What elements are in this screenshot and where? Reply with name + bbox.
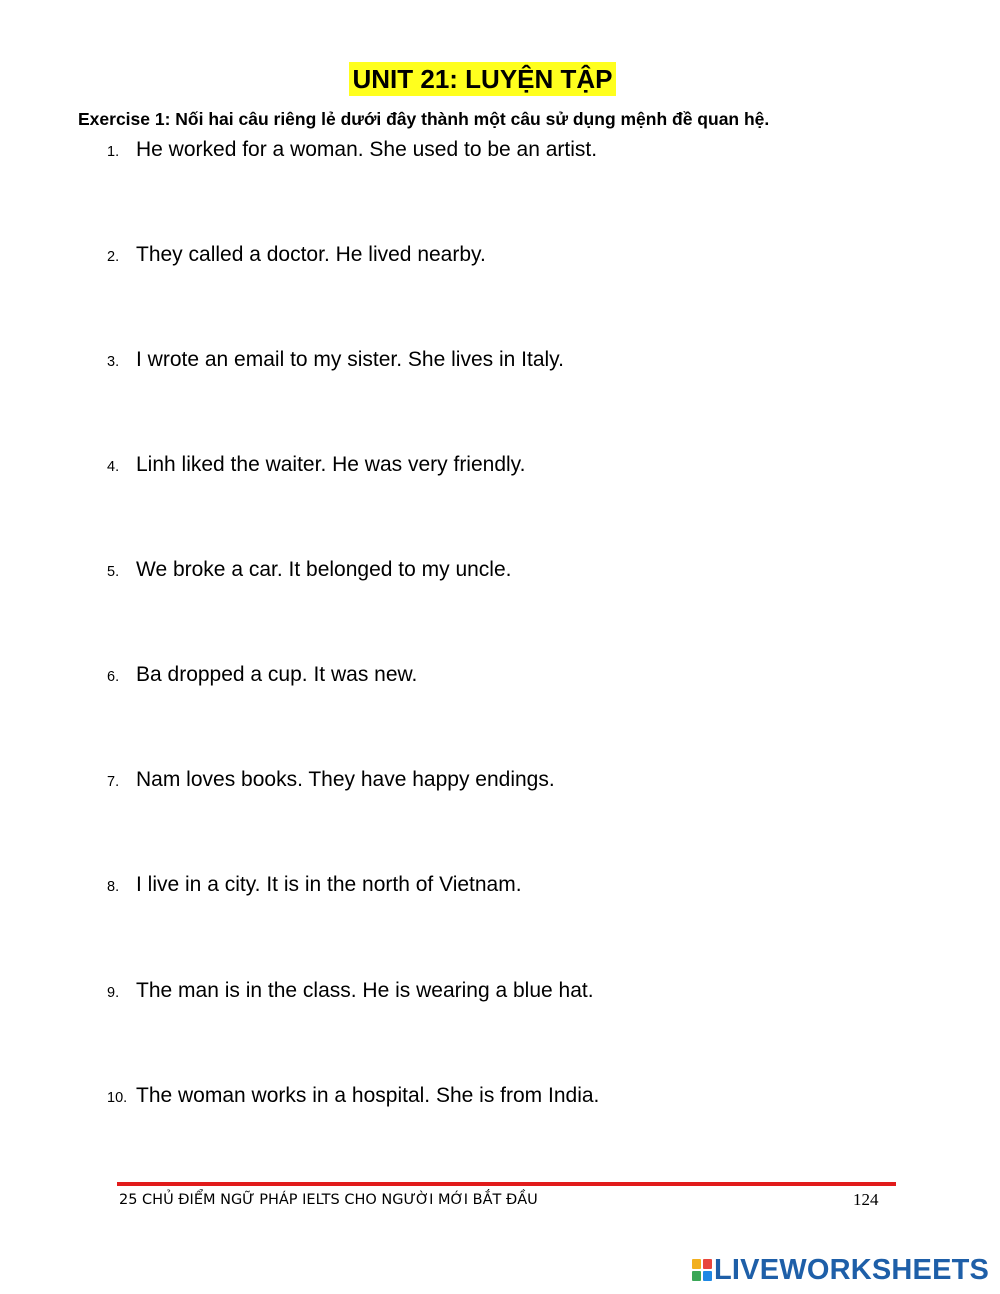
page-number: 124 [853,1190,879,1209]
item-number: 9. [107,985,120,1001]
brand-name: LIVEWORKSHEETS [714,1253,990,1286]
item-text: I live in a city. It is in the north of Vietnam. [136,873,522,896]
footer-book-title: 25 CHỦ ĐIỂM NGỮ PHÁP IELTS CHO NGƯỜI MỚI BẮT ĐẦU [119,1192,538,1208]
liveworksheets-logo-icon [692,1259,712,1281]
item-number: 8. [107,879,120,895]
item-number: 1. [107,144,120,160]
item-number: 2. [107,249,120,265]
list-item [0,663,900,693]
item-text: Ba dropped a cup. It was new. [136,663,418,686]
item-text: I wrote an email to my sister. She lives in Italy. [136,348,564,371]
item-text: He worked for a woman. She used to be an artist. [136,138,598,161]
list-item [0,243,900,273]
liveworksheets-brand[interactable] [692,1253,989,1287]
item-text: We broke a car. It belonged to my uncle. [136,558,512,581]
list-item [0,979,900,1009]
list-item [0,873,900,903]
list-item [0,558,900,588]
item-text: Linh liked the waiter. He was very friendly. [136,453,526,476]
list-item [0,138,900,168]
item-text: The man is in the class. He is wearing a blue hat. [136,979,594,1002]
footer-divider [117,1182,896,1186]
exercise-instructions: Exercise 1: Nối hai câu riêng lẻ dưới đây thành một câu sử dụng mệnh đề quan hệ. [78,109,770,129]
title-block [0,62,965,96]
item-text: Nam loves books. They have happy endings. [136,768,555,791]
list-item [0,768,900,798]
item-number: 10. [107,1090,128,1106]
item-number: 3. [107,354,120,370]
list-item [0,348,900,378]
list-item [0,1084,900,1114]
item-number: 4. [107,459,120,475]
item-text: They called a doctor. He lived nearby. [136,243,486,266]
page-title: UNIT 21: LUYỆN TẬP [349,62,615,96]
item-number: 6. [107,669,120,685]
item-number: 5. [107,564,120,580]
item-text: The woman works in a hospital. She is from India. [136,1084,600,1107]
item-number: 7. [107,774,120,790]
list-item [0,453,900,483]
